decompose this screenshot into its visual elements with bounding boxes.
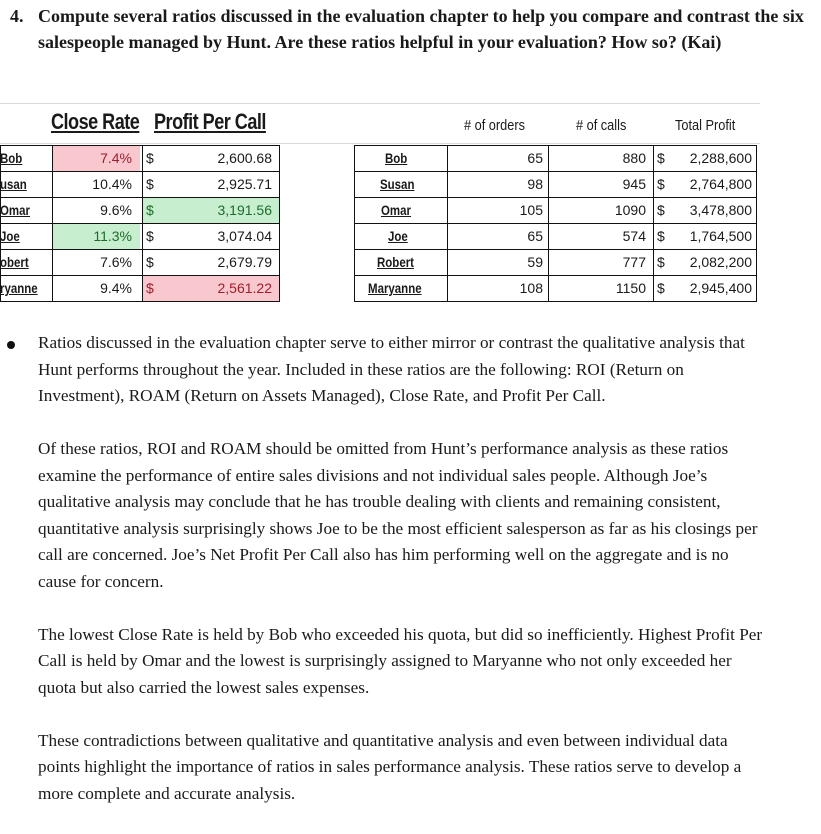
orders-value: 98 bbox=[527, 176, 543, 192]
ratio-name: ryanne bbox=[0, 280, 38, 296]
total-profit-value: 2,764,800 bbox=[689, 176, 752, 192]
currency-sign: $ bbox=[657, 150, 665, 166]
answer-paragraph-2: Of these ratios, ROI and ROAM should be omitted from Hunt’s performance analysis as these ratios examine the performance of entire sales divisions and not individual sales people. Although Joe’s qualitative analysis may conclude that he has trouble dealing with clients and remaining consistent, quantitative analysis surprisingly shows Joe to be the most efficient salesperson as far as his closings per call are concerned. Joe’s Net Profit Per Call also has him performing well on the aggregate and is no cause for concern. bbox=[38, 439, 758, 591]
total-profit-value: 2,288,600 bbox=[689, 150, 752, 166]
salesperson-name: Susan bbox=[380, 176, 415, 192]
currency-sign: $ bbox=[146, 150, 154, 166]
answer-paragraph-1: Ratios discussed in the evaluation chapter serve to either mirror or contrast the qualitative analysis that Hunt performs throughout the year. Included in these ratios are the following: ROI (Return on Investment), ROAM (Return on Assets Managed), Close Rate, and Profit Per Call. bbox=[38, 333, 745, 405]
calls-value: 1150 bbox=[615, 280, 646, 296]
currency-sign: $ bbox=[146, 202, 154, 218]
header-orders: # of orders bbox=[464, 117, 525, 134]
orders-value: 65 bbox=[527, 228, 543, 244]
currency-sign: $ bbox=[146, 280, 154, 296]
ratio-name: Joe bbox=[0, 228, 20, 244]
header-close-rate: Close Rate bbox=[51, 109, 140, 134]
close-rate-value: 10.4% bbox=[92, 176, 132, 192]
header-profit-per-call: Profit Per Call bbox=[154, 109, 266, 134]
close-rate-value: 11.3% bbox=[93, 228, 132, 244]
answer-paragraph-4: These contradictions between qualitative and quantitative analysis and even between individual data points highlight the importance of ratios in sales performance analysis. These ratios serve to develop a more complete and accurate analysis. bbox=[38, 730, 742, 803]
bullet-point bbox=[7, 341, 15, 349]
close-rate-value: 9.6% bbox=[100, 202, 132, 218]
ratio-name: usan bbox=[0, 176, 27, 192]
currency-sign: $ bbox=[657, 228, 665, 244]
answer-paragraph-3: The lowest Close Rate is held by Bob who exceeded his quota, but did so inefficiently. Highest Profit Per Call is held by Omar and the lowest is surprisingly assigned to Maryanne who not only exceeded her quota but also carried the lowest sales expenses. bbox=[38, 624, 763, 697]
total-profit-value: 3,478,800 bbox=[689, 202, 752, 218]
currency-sign: $ bbox=[146, 228, 154, 244]
calls-value: 945 bbox=[622, 176, 646, 192]
currency-sign: $ bbox=[657, 254, 665, 270]
question-number: 4. bbox=[10, 6, 24, 26]
ratio-name: obert bbox=[0, 254, 29, 270]
question-text: Compute several ratios discussed in the evaluation chapter to help you compare and contrast the six salespeople managed by Hunt. Are these ratios helpful in your evaluation? How so? (Kai) bbox=[38, 6, 804, 52]
calls-value: 574 bbox=[622, 228, 646, 244]
orders-value: 65 bbox=[527, 150, 543, 166]
profit-per-call-value: 2,925.71 bbox=[217, 176, 272, 192]
calls-value: 880 bbox=[622, 150, 646, 166]
profit-per-call-value: 2,679.79 bbox=[217, 254, 272, 270]
close-rate-value: 7.4% bbox=[100, 150, 132, 166]
spreadsheet-image bbox=[0, 103, 760, 301]
total-profit-value: 1,764,500 bbox=[689, 228, 752, 244]
currency-sign: $ bbox=[657, 176, 665, 192]
header-total-profit: Total Profit bbox=[675, 117, 736, 134]
answer-body bbox=[38, 330, 763, 834]
calls-value: 777 bbox=[622, 254, 646, 270]
currency-sign: $ bbox=[657, 202, 665, 218]
header-calls: # of calls bbox=[576, 117, 627, 134]
ratio-name: Omar bbox=[0, 202, 30, 218]
orders-value: 59 bbox=[527, 254, 543, 270]
salesperson-name: Maryanne bbox=[368, 280, 422, 296]
salesperson-name: Robert bbox=[377, 254, 415, 270]
question-heading bbox=[10, 3, 810, 55]
ratio-name: Bob bbox=[0, 150, 23, 166]
close-rate-value: 7.6% bbox=[100, 254, 132, 270]
calls-value: 1090 bbox=[614, 202, 646, 218]
orders-value: 108 bbox=[519, 280, 543, 296]
currency-sign: $ bbox=[146, 254, 154, 270]
salesperson-name: Joe bbox=[388, 228, 408, 244]
orders-value: 105 bbox=[519, 202, 543, 218]
close-rate-value: 9.4% bbox=[100, 280, 132, 296]
total-profit-value: 2,082,200 bbox=[689, 254, 752, 270]
salesperson-name: Bob bbox=[385, 150, 408, 166]
profit-per-call-value: 2,600.68 bbox=[217, 150, 272, 166]
profit-per-call-value: 3,074.04 bbox=[217, 228, 272, 244]
profit-per-call-value: 2,561.22 bbox=[217, 280, 272, 296]
currency-sign: $ bbox=[146, 176, 154, 192]
total-profit-value: 2,945,400 bbox=[689, 280, 752, 296]
profit-per-call-value: 3,191.56 bbox=[217, 202, 272, 218]
salesperson-name: Omar bbox=[381, 202, 411, 218]
currency-sign: $ bbox=[657, 280, 665, 296]
